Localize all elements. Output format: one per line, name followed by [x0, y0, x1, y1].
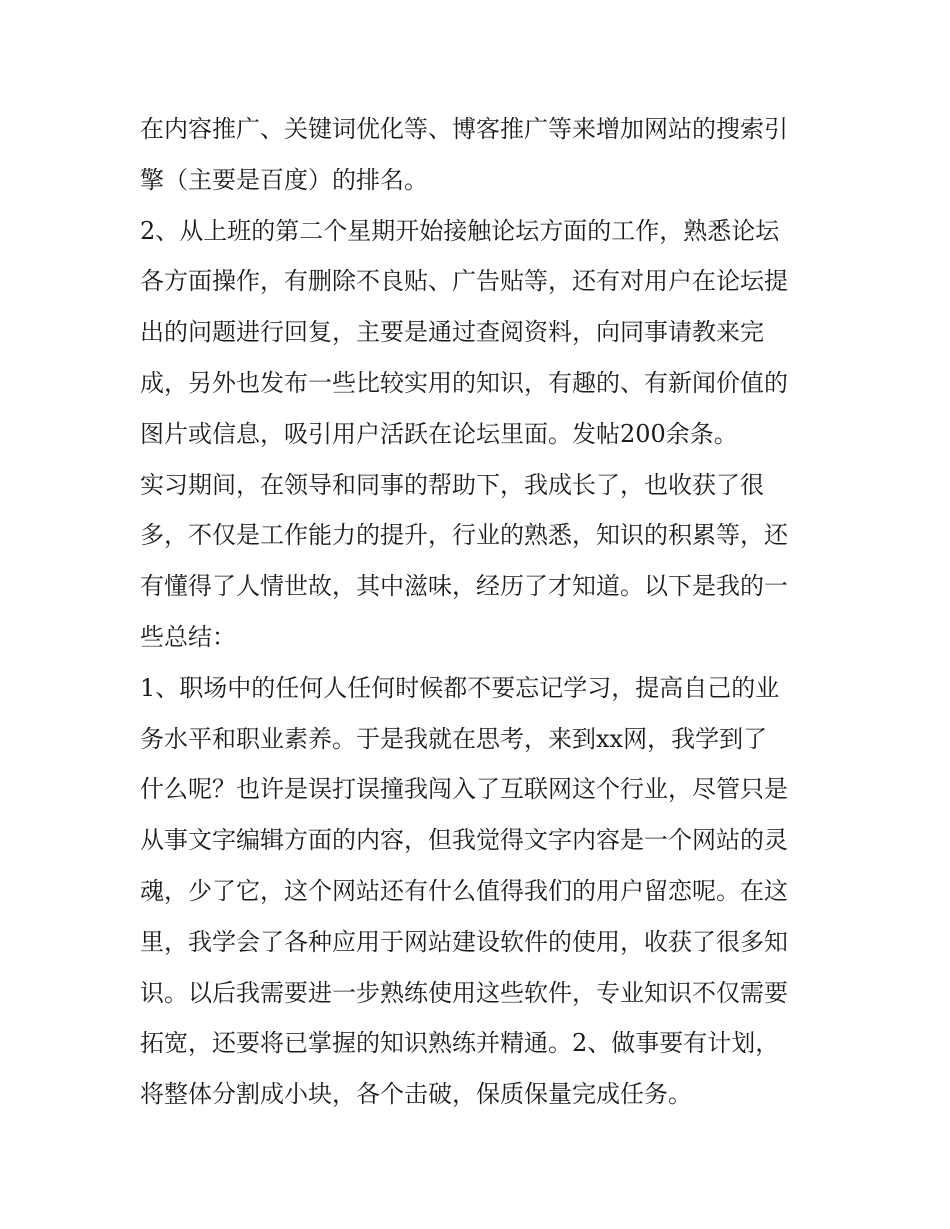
text-line: 识。以后我需要进一步熟练使用这些软件，专业知识不仅需要	[140, 978, 788, 1007]
text-line: 实习期间，在领导和同事的帮助下，我成长了，也收获了很	[140, 470, 764, 499]
text-line: 些总结：	[140, 622, 236, 651]
text-line: 各方面操作，有删除不良贴、广告贴等，还有对用户在论坛提	[140, 267, 788, 296]
body-text	[140, 104, 820, 1120]
text-line: 拓宽，还要将已掌握的知识熟练并精通。2、做事要有计划，	[140, 1029, 780, 1058]
text-line: 什么呢？也许是误打误撞我闯入了互联网这个行业，尽管只是	[140, 775, 788, 804]
text-line: 出的问题进行回复，主要是通过查阅资料，向同事请教来完	[140, 318, 764, 347]
text-line: 将整体分割成小块，各个击破，保质保量完成任务。	[140, 1080, 692, 1109]
text-line: 魂，少了它，这个网站还有什么值得我们的用户留恋呢。在这	[140, 876, 788, 905]
text-line: 擎（主要是百度）的排名。	[140, 165, 428, 194]
text-line: 2、从上班的第二个星期开始接触论坛方面的工作，熟悉论坛	[140, 216, 780, 245]
text-line: 1、职场中的任何人任何时候都不要忘记学习，提高自己的业	[140, 673, 780, 702]
text-line: 在内容推广、关键词优化等、博客推广等来增加网站的搜索引	[140, 115, 788, 143]
text-line: 里，我学会了各种应用于网站建设软件的使用，收获了很多知	[140, 927, 788, 956]
text-line: 成，另外也发布一些比较实用的知识，有趣的、有新闻价值的	[140, 368, 788, 397]
text-line: 务水平和职业素养。于是我就在思考，来到xx网，我学到了	[140, 724, 768, 753]
text-line: 从事文字编辑方面的内容，但我觉得文字内容是一个网站的灵	[140, 826, 788, 855]
text-line: 图片或信息，吸引用户活跃在论坛里面。发帖200余条。	[140, 419, 738, 448]
text-line: 多，不仅是工作能力的提升，行业的熟悉，知识的积累等，还	[140, 521, 788, 550]
text-line: 有懂得了人情世故，其中滋味，经历了才知道。以下是我的一	[140, 572, 788, 601]
